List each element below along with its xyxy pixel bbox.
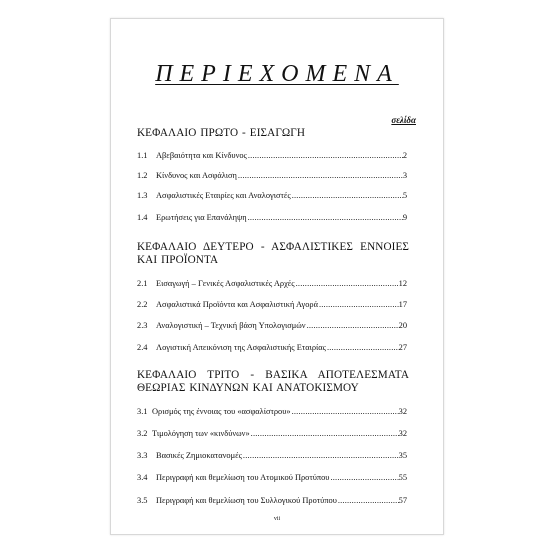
entry-number: 2.2 (137, 300, 148, 309)
toc-entry[interactable] (137, 495, 407, 507)
leader-dots (248, 212, 403, 224)
leader-dots (307, 320, 399, 332)
chapter-title: ΚΕΦΑΛΑΙΟ ΤΡΙΤΟ - ΒΑΣΙΚΑ ΑΠΟΤΕΛΕΣΜΑΤΑ ΘΕΩΡΙΑΣ ΚΙΝΔΥΝΩΝ ΚΑΙ ΑΝΑΤΟΚΙΣΜΟΥ (137, 369, 409, 394)
entry-page: 12 (398, 279, 407, 288)
entry-number: 1.3 (137, 191, 148, 200)
toc-entry[interactable] (137, 212, 407, 224)
toc-entry[interactable] (137, 406, 407, 418)
entry-page: 5 (402, 191, 407, 200)
entry-title: Ασφαλιστικές Εταιρίες και Αναλογιστές (156, 191, 291, 200)
entry-number: 1.1 (137, 151, 148, 160)
entry-page: 32 (398, 429, 407, 438)
toc-entry[interactable] (137, 299, 407, 311)
entry-title: Τιμολόγηση των «κινδύνων» (152, 429, 250, 438)
leader-dots (330, 472, 398, 484)
chapter-title: ΚΕΦΑΛΑΙΟ ΔΕΥΤΕΡΟ - ΑΣΦΑΛΙΣΤΙΚΕΣ ΕΝΝΟΙΕΣ ΚΑΙ ΠΡΟΪΟΝΤΑ (137, 241, 409, 266)
entry-title: Κίνδυνος και Ασφάλιση (156, 171, 237, 180)
entry-number: 2.4 (137, 343, 148, 352)
entry-page: 55 (398, 473, 407, 482)
toc-entry[interactable] (137, 320, 407, 332)
entry-page: 35 (398, 451, 407, 460)
entry-page: 17 (398, 300, 407, 309)
entry-number: 3.1 (137, 407, 148, 416)
leader-dots (292, 190, 403, 202)
toc-entry[interactable] (137, 472, 407, 484)
leader-dots (292, 406, 399, 418)
leader-dots (327, 342, 399, 354)
toc-entry[interactable] (137, 150, 407, 162)
entry-page: 57 (398, 496, 407, 505)
entry-page: 3 (402, 171, 407, 180)
entry-number: 1.4 (137, 213, 148, 222)
entry-number: 1.2 (137, 171, 148, 180)
footer-page-number: vii (273, 516, 281, 522)
toc-title: ΠΕΡΙΕΧΟΜΕΝΑ (155, 61, 399, 87)
leader-dots (338, 495, 399, 507)
document-page (110, 18, 444, 535)
entry-title: Ασφαλιστικά Προϊόντα και Ασφαλιστική Αγορά (156, 300, 318, 309)
entry-number: 2.3 (137, 321, 148, 330)
page-column-label: σελίδα (391, 115, 416, 125)
entry-title: Περιγραφή και θεμελίωση του Ατομικού Προτύπου (156, 473, 330, 482)
entry-page: 9 (402, 213, 407, 222)
entry-title: Ερωτήσεις για Επανάληψη (156, 213, 247, 222)
toc-entry[interactable] (137, 190, 407, 202)
entry-page: 27 (398, 343, 407, 352)
entry-page: 20 (398, 321, 407, 330)
entry-title: Εισαγωγή – Γενικές Ασφαλιστικές Αρχές (156, 279, 295, 288)
toc-entry[interactable] (137, 428, 407, 440)
toc-entry[interactable] (137, 170, 407, 182)
entry-page: 32 (398, 407, 407, 416)
entry-title: Λογιστική Απεικόνιση της Ασφαλιστικής Εταιρίας (156, 343, 326, 352)
leader-dots (251, 428, 399, 440)
leader-dots (238, 170, 403, 182)
toc-entry[interactable] (137, 278, 407, 290)
leader-dots (243, 450, 399, 462)
leader-dots (296, 278, 399, 290)
entry-title: Περιγραφή και θεμελίωση του Συλλογικού Προτύπου (156, 496, 337, 505)
entry-number: 3.5 (137, 496, 148, 505)
entry-title: Ορισμός της έννοιας του «ασφαλίστρου» (152, 407, 291, 416)
leader-dots (319, 299, 399, 311)
chapter-title: ΚΕΦΑΛΑΙΟ ΠΡΩΤΟ - ΕΙΣΑΓΩΓΗ (137, 127, 306, 139)
toc-entry[interactable] (137, 450, 407, 462)
entry-number: 3.3 (137, 451, 148, 460)
entry-title: Αβεβαιότητα και Κίνδυνος (156, 151, 247, 160)
entry-number: 2.1 (137, 279, 148, 288)
entry-page: 2 (402, 151, 407, 160)
entry-title: Αναλογιστική – Τεχνική βάση Υπολογισμών (156, 321, 306, 330)
entry-number: 3.4 (137, 473, 148, 482)
entry-title: Βασικές Ζημιοκατανομές (156, 451, 242, 460)
entry-number: 3.2 (137, 429, 148, 438)
toc-entry[interactable] (137, 342, 407, 354)
leader-dots (248, 150, 403, 162)
